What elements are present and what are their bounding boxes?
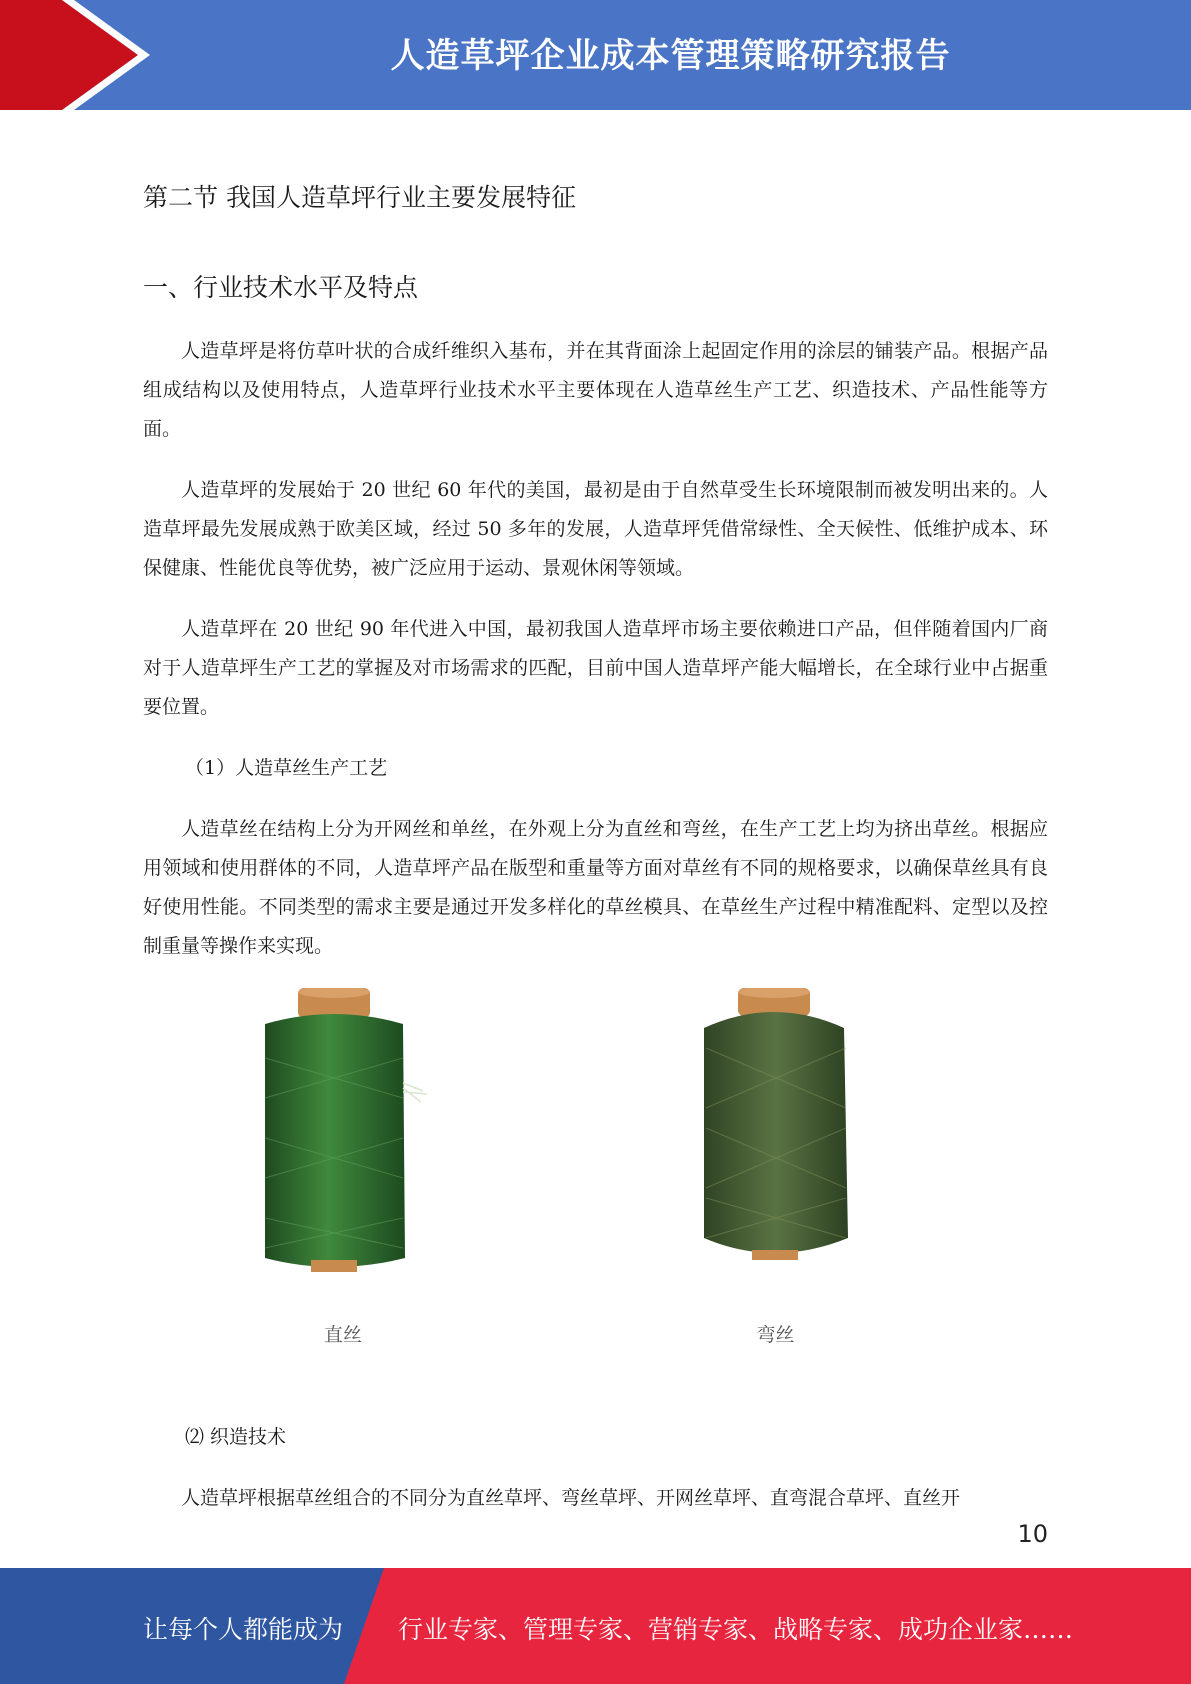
item2-paragraph: 人造草坪根据草丝组合的不同分为直丝草坪、弯丝草坪、开网丝草坪、直弯混合草坪、直丝开: [181, 1487, 961, 1509]
header-title: 人造草坪企业成本管理策略研究报告: [390, 36, 951, 76]
subsection-title: 一、行业技术水平及特点: [143, 273, 419, 302]
section-title: 第二节 我国人造草坪行业主要发展特征: [143, 183, 576, 212]
curly-yarn-caption: 弯丝: [756, 1324, 795, 1346]
curly-yarn-figure: [688, 988, 863, 1347]
paragraph-2: 人造草坪的发展始于 20 世纪 60 年代的美国，最初是由于自然草受生长环境限制而被发明出来的。人造草坪最先发展成熟于欧美区域，经过 50 多年的发展，人造草坪凭借常绿性、全天候性、低维护成本、环保健康、性能优良等优势，被广泛应用于运动、景观休闲等领域。: [143, 479, 1048, 579]
header-arrow-decoration: [0, 0, 160, 110]
footer-slogan-left: 让每个人都能成为: [143, 1615, 344, 1644]
page-number: 10: [1017, 1520, 1048, 1548]
paragraph-3: 人造草坪在 20 世纪 90 年代进入中国，最初我国人造草坪市场主要依赖进口产品，但伴随着国内厂商对于人造草坪生产工艺的掌握及对市场需求的匹配，目前中国人造草坪产能大幅增长，在全球行业中占据重要位置。: [143, 618, 1048, 718]
item1-paragraph: 人造草丝在结构上分为开网丝和单丝，在外观上分为直丝和弯丝，在生产工艺上均为挤出草丝。根据应用领域和使用群体的不同，人造草坪产品在版型和重量等方面对草丝有不同的规格要求，以确保草丝具有良好使用性能。不同类型的需求主要是通过开发多样化的草丝模具、在草丝生产过程中精准配料、定型以及控制重量等操作来实现。: [143, 818, 1048, 957]
figure-row: [143, 988, 1048, 1418]
footer-slogan-right: 行业专家、管理专家、营销专家、战略专家、成功企业家……: [398, 1615, 1074, 1644]
page-header: [0, 0, 1191, 110]
straight-yarn-caption: 直丝: [323, 1324, 362, 1346]
curly-yarn-spool-image: [688, 988, 863, 1288]
page-content: [143, 178, 1048, 1540]
page-footer: [0, 1568, 1191, 1684]
paragraph-1: 人造草坪是将仿草叶状的合成纤维织入基布，并在其背面涂上起固定作用的涂层的铺装产品。根据产品组成结构以及使用特点，人造草坪行业技术水平主要体现在人造草丝生产工艺、织造技术、产品性能等方面。: [143, 340, 1048, 440]
item2-heading: ⑵ 织造技术: [185, 1426, 287, 1448]
item1-heading: （1）人造草丝生产工艺: [185, 757, 388, 779]
straight-yarn-figure: [253, 988, 433, 1347]
straight-yarn-spool-image: [253, 988, 433, 1288]
